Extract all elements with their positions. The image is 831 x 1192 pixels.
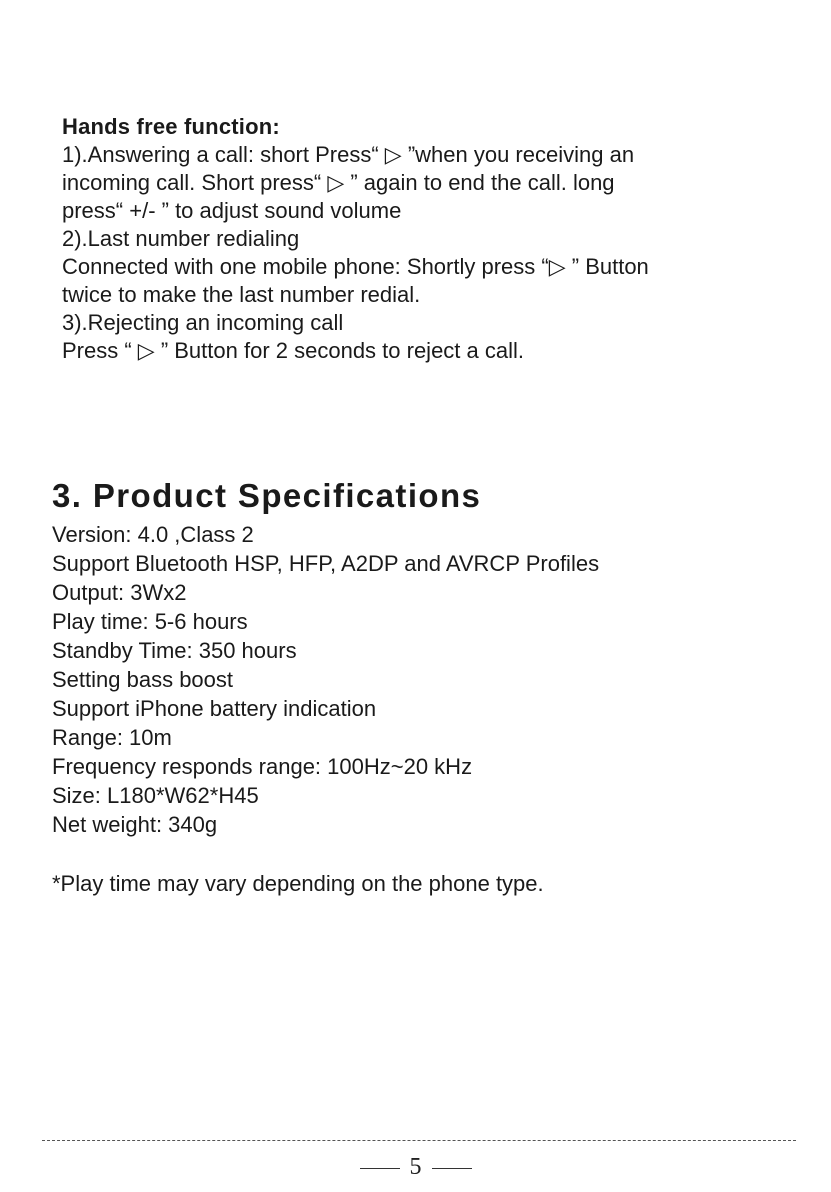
section-title: 3. Product Specifications	[52, 477, 482, 514]
hands-free-line: incoming call. Short press“ ▷ ” again to end the call. long	[62, 170, 615, 195]
product-specifications-section	[52, 476, 812, 920]
hands-free-line: Connected with one mobile phone: Shortly press “▷ ” Button	[62, 254, 649, 279]
hands-free-line: 2).Last number redialing	[62, 226, 300, 251]
spec-item: Standby Time: 350 hours	[52, 638, 297, 663]
hands-free-line: 1).Answering a call: short Press“ ▷ ”when you receiving an	[62, 142, 635, 167]
spec-item: Net weight: 340g	[52, 812, 218, 837]
footer-dashed-divider	[42, 1140, 796, 1141]
page-number-block	[0, 1153, 831, 1181]
page-number-left-rule	[360, 1168, 400, 1169]
hands-free-line: 3).Rejecting an incoming call	[62, 310, 344, 335]
hands-free-heading: Hands free function:	[62, 114, 280, 139]
spec-item: Version: 4.0 ,Class 2	[52, 522, 254, 547]
page-number: 5	[409, 1154, 422, 1180]
hands-free-section	[62, 113, 802, 365]
page-number-right-rule	[432, 1168, 472, 1169]
spec-footnote: *Play time may vary depending on the phone type.	[52, 871, 544, 896]
spec-item: Play time: 5-6 hours	[52, 609, 248, 634]
spec-item: Range: 10m	[52, 725, 172, 750]
hands-free-line: twice to make the last number redial.	[62, 282, 421, 307]
spec-list	[52, 520, 812, 839]
spec-item: Size: L180*W62*H45	[52, 783, 259, 808]
spec-item: Output: 3Wx2	[52, 580, 187, 605]
hands-free-line: Press “ ▷ ” Button for 2 seconds to reject a call.	[62, 338, 524, 363]
spec-item: Support Bluetooth HSP, HFP, A2DP and AVRCP Profiles	[52, 551, 600, 576]
hands-free-line: press“ +/- ” to adjust sound volume	[62, 198, 402, 223]
spec-item: Setting bass boost	[52, 667, 234, 692]
spec-item: Frequency responds range: 100Hz~20 kHz	[52, 754, 473, 779]
spec-item: Support iPhone battery indication	[52, 696, 377, 721]
